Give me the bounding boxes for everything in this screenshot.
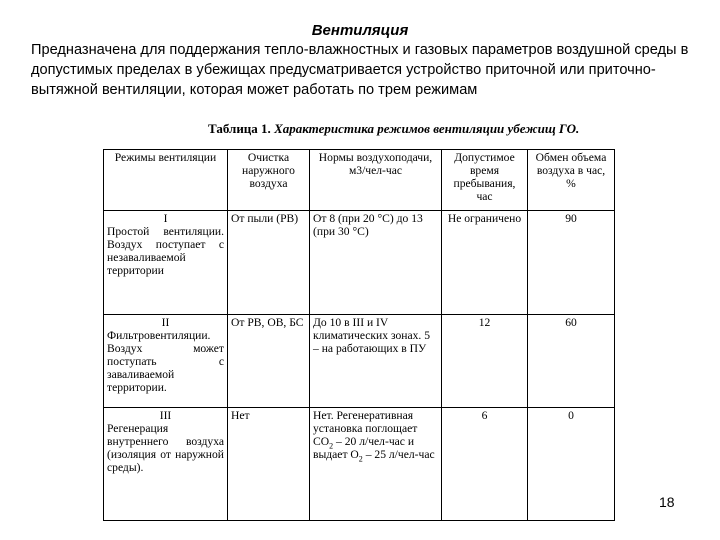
norms-cell: До 10 в III и IV климатических зонах. 5 – на работающих в ПУ [310, 315, 442, 408]
norms-cell: От 8 (при 20 °С) до 13 (при 30 °С) [310, 211, 442, 315]
mode-cell [104, 315, 228, 408]
mode-description: Простой вентиляции. Воздух поступает с незаваливаемой территории [107, 225, 224, 277]
table-caption-number: Таблица 1. [208, 121, 271, 136]
mode-numeral: I [163, 212, 168, 225]
header-norms: Нормы воздухоподачи, м3/чел-час [310, 150, 442, 211]
table-caption-text: Характеристика режимов вентиляции убежищ ГО. [274, 121, 580, 136]
table-header-row [104, 150, 615, 211]
norms-text-c: – 25 л/чел-час [362, 448, 435, 461]
norms-sub-co2: 2 [329, 441, 334, 451]
header-exchange: Обмен объема воздуха в час, % [528, 150, 615, 211]
exchange-cell: 90 [528, 211, 615, 315]
mode-cell [104, 211, 228, 315]
header-cleaning: Очистка наружного воздуха [228, 150, 310, 211]
header-modes: Режимы вентиляции [104, 150, 228, 211]
cleaning-cell: От РВ, ОВ, БС [228, 315, 310, 408]
norms-text-b: – 20 л/чел-час и выдает О [313, 435, 415, 461]
norms-text-a: Нет. Регенеративная установка поглощает СО [313, 409, 418, 448]
mode-description: Регенерация внутреннего воздуха (изоляция от наружной среды). [107, 422, 224, 474]
ventilation-modes-table [103, 149, 615, 521]
table-row [104, 211, 615, 315]
cleaning-cell: От пыли (РВ) [228, 211, 310, 315]
table-row [104, 315, 615, 408]
norms-cell [310, 408, 442, 521]
table-caption [208, 121, 579, 137]
intro-paragraph: Предназначена для поддержания тепло-влажностных и газовых параметров воздушной среды в допустимых пределах в убежищах предусматривается устройство приточной или приточно-вытяжной вентиляции, которая может работать по трем режимам [31, 42, 689, 98]
exchange-cell: 0 [528, 408, 615, 521]
mode-description: Фильтровентиляции. Воздух может поступать с заваливаемой территории. [107, 329, 224, 394]
table-row [104, 408, 615, 521]
page-number: 18 [659, 494, 675, 510]
slide-title: Вентиляция [311, 22, 409, 39]
mode-numeral: II [161, 316, 170, 329]
time-cell: Не ограничено [442, 211, 528, 315]
time-cell: 6 [442, 408, 528, 521]
norms-sub-o2: 2 [358, 454, 363, 464]
cleaning-cell: Нет [228, 408, 310, 521]
time-cell: 12 [442, 315, 528, 408]
exchange-cell: 60 [528, 315, 615, 408]
header-time: Допустимое время пребывания, час [442, 150, 528, 211]
mode-numeral: III [159, 409, 172, 422]
mode-cell [104, 408, 228, 521]
